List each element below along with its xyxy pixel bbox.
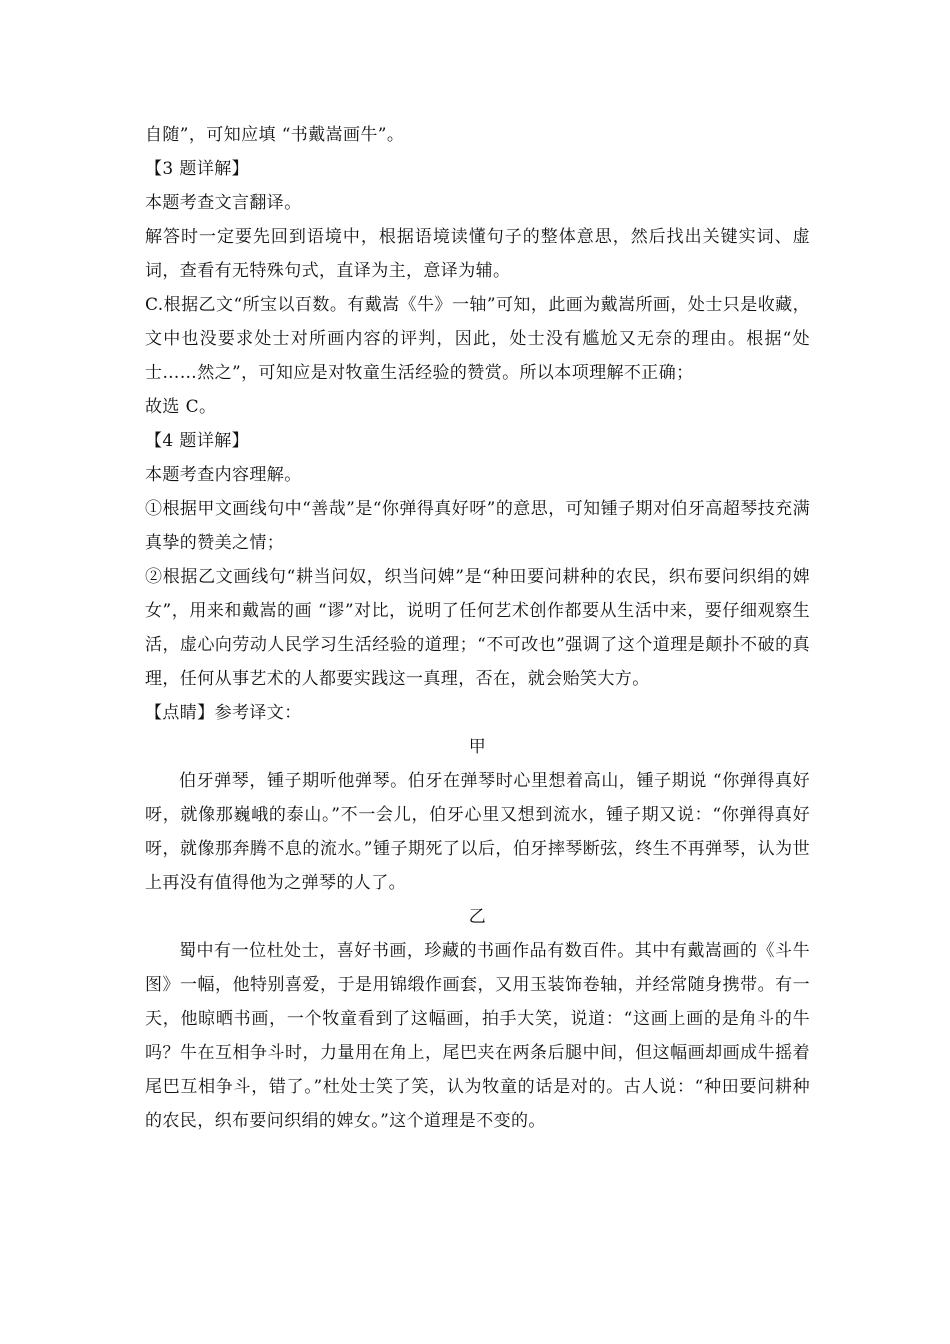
section-heading-q4: 【4 题详解】 xyxy=(145,431,250,451)
section-heading-q3: 【3 题详解】 xyxy=(145,159,250,179)
document-body xyxy=(145,118,810,1138)
paragraph: 解答时一定要先回到语境中，根据语境读懂句子的整体意思，然后找出关键实词、虚词，查看有无特殊句式，直译为主，意译为辅。 xyxy=(145,227,810,281)
paragraph: C.根据乙文“所宝以百数。有戴嵩《牛》一轴”可知，此画为戴嵩所画，处士只是收藏，文中也没要求处士对所画内容的评判，因此，处士没有尴尬又无奈的理由。根据“处士……然之”，可知应是对牧童生活经验的赞赏。所以本项理解不正确； xyxy=(145,295,810,383)
note-heading: 【点睛】参考译文： xyxy=(145,703,302,723)
translation-paragraph-jia: 伯牙弹琴，锺子期听他弹琴。伯牙在弹琴时心里想着高山，锺子期说 “你弹得真好呀，就像那巍峨的泰山。”不一会儿，伯牙心里又想到流水，锺子期又说：“你弹得真好呀，就像那奔腾不息的流水。”锺子期死了以后，伯牙摔琴断弦，终生不再弹琴，认为世上再没有值得他为之弹琴的人了。 xyxy=(145,771,810,893)
translation-title-jia: 甲 xyxy=(468,737,487,757)
paragraph: ②根据乙文画线句“耕当问奴，织当问婢”是“种田要问耕种的农民，织布要问织绢的婢女”，用来和戴嵩的画 “谬”对比，说明了任何艺术创作都要从生活中来，要仔细观察生活，虚心向劳动人民学习生活经验的道理；“不可改也”强调了这个道理是颠扑不破的真理，任何从事艺术的人都要实践这一真理，否在，就会贻笑大方。 xyxy=(145,567,810,689)
paragraph: ①根据甲文画线句中“善哉”是“你弹得真好呀”的意思，可知锺子期对伯牙高超琴技充满真挚的赞美之情； xyxy=(145,499,810,553)
text-line: 本题考查内容理解。 xyxy=(145,465,302,485)
text-line: 自随”，可知应填 “书戴嵩画牛”。 xyxy=(145,125,405,145)
translation-paragraph-yi: 蜀中有一位杜处士，喜好书画，珍藏的书画作品有数百件。其中有戴嵩画的《斗牛图》一幅，他特别喜爱，于是用锦缎作画套，又用玉装饰卷轴，并经常随身携带。有一天，他晾晒书画，一个牧童看到了这幅画，拍手大笑，说道：“这画上画的是角斗的牛吗？牛在互相争斗时，力量用在角上，尾巴夹在两条后腿中间，但这幅画却画成牛摇着尾巴互相争斗，错了。”杜处士笑了笑，认为牧童的话是对的。古人说：“种田要问耕种的农民，织布要问织绢的婢女。”这个道理是不变的。 xyxy=(145,941,810,1131)
translation-title-yi: 乙 xyxy=(468,907,487,927)
text-line: 本题考查文言翻译。 xyxy=(145,193,302,213)
answer-line: 故选 C。 xyxy=(145,397,217,417)
